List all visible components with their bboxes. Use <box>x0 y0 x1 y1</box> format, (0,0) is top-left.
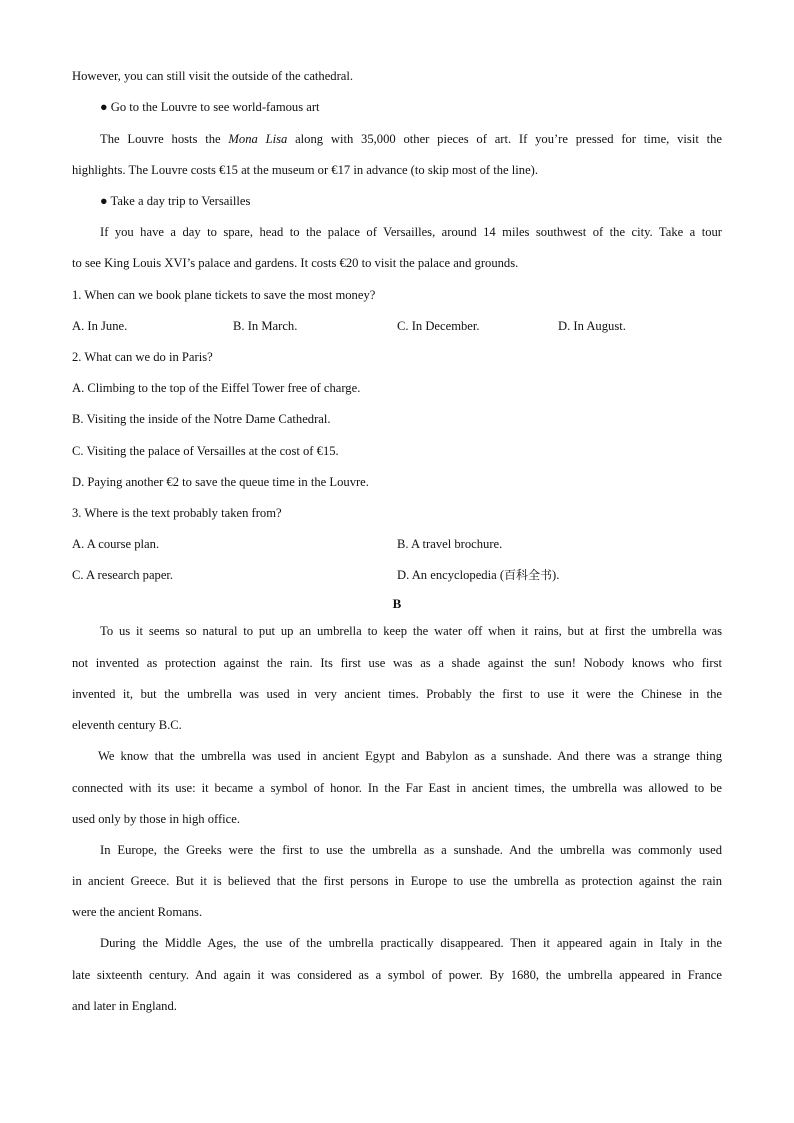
mona-lisa-title: Mona Lisa <box>228 132 288 146</box>
louvre-text-b: along with 35,000 other pieces of art. If you’re pressed for time, visit the <box>287 132 722 146</box>
b-p4-line3: and later in England. <box>72 999 177 1013</box>
b-p2-line2: connected with its use: it became a symbol of honor. In the Far East in ancient times, the umbrella was allowed to be <box>72 781 722 795</box>
louvre-paragraph-line2: highlights. The Louvre costs €15 at the museum or €17 in advance (to skip most of the line). <box>72 163 539 177</box>
question-3-option-a: A. A course plan. <box>72 537 160 551</box>
section-heading: B <box>392 596 402 611</box>
question-2-option-c: C. Visiting the palace of Versailles at the cost of €15. <box>72 444 339 458</box>
question-2-option-a: A. Climbing to the top of the Eiffel Tower free of charge. <box>72 381 361 395</box>
b-p2-line3: used only by those in high office. <box>72 812 241 826</box>
b-p3-line2: in ancient Greece. But it is believed that the first persons in Europe to use the umbrella as protection against the rain <box>72 874 722 888</box>
b-p1-line1: To us it seems so natural to put up an umbrella to keep the water off when it rains, but at first the umbrella was <box>100 624 722 638</box>
louvre-text-a: The Louvre hosts the <box>100 132 229 146</box>
versailles-paragraph-line2: to see King Louis XVI’s palace and gardens. It costs €20 to visit the palace and grounds. <box>72 256 519 270</box>
question-3-option-c: C. A research paper. <box>72 568 174 582</box>
chinese-gloss: 百科全书 <box>504 568 553 582</box>
question-1-option-a: A. In June. <box>72 319 128 333</box>
b-p4-line1: During the Middle Ages, the use of the umbrella practically disappeared. Then it appeared again in Italy in the <box>100 936 722 950</box>
bullet-versailles: ● Take a day trip to Versailles <box>100 194 251 208</box>
b-p3-line3: were the ancient Romans. <box>72 905 203 919</box>
question-3-stem: 3. Where is the text probably taken from? <box>72 506 282 520</box>
question-1-option-c: C. In December. <box>397 319 480 333</box>
question-2-option-b: B. Visiting the inside of the Notre Dame Cathedral. <box>72 412 331 426</box>
question-3-option-d <box>397 567 559 583</box>
b-p4-line2: late sixteenth century. And again it was considered as a symbol of power. By 1680, the umbrella appeared in France <box>72 968 722 982</box>
paragraph-line: However, you can still visit the outside of the cathedral. <box>72 69 354 83</box>
versailles-paragraph-line1: If you have a day to spare, head to the palace of Versailles, around 14 miles southwest of the city. Take a tour <box>100 225 722 239</box>
question-2-stem: 2. What can we do in Paris? <box>72 350 213 364</box>
question-1-stem: 1. When can we book plane tickets to save the most money? <box>72 288 376 302</box>
question-1-option-b: B. In March. <box>233 319 298 333</box>
b-p1-line2: not invented as protection against the rain. Its first use was as a shade against the sun! Nobody knows who first <box>72 656 722 670</box>
bullet-louvre: ● Go to the Louvre to see world-famous art <box>100 100 320 114</box>
question-2-option-d: D. Paying another €2 to save the queue time in the Louvre. <box>72 475 369 489</box>
question-3-option-b: B. A travel brochure. <box>397 537 503 551</box>
louvre-paragraph-line1 <box>100 131 722 147</box>
b-p2-line1: We know that the umbrella was used in ancient Egypt and Babylon as a sunshade. And there was a strange thing <box>98 749 722 763</box>
b-p1-line3: invented it, but the umbrella was used in very ancient times. Probably the first to use it were the Chinese in the <box>72 687 722 701</box>
question-1-option-d: D. In August. <box>558 319 626 333</box>
b-p3-line1: In Europe, the Greeks were the first to use the umbrella as a sunshade. And the umbrella was commonly used <box>100 843 722 857</box>
option-d-close: ). <box>552 568 560 582</box>
b-p1-line4: eleventh century B.C. <box>72 718 182 732</box>
option-d-text: D. An encyclopedia ( <box>397 568 505 582</box>
